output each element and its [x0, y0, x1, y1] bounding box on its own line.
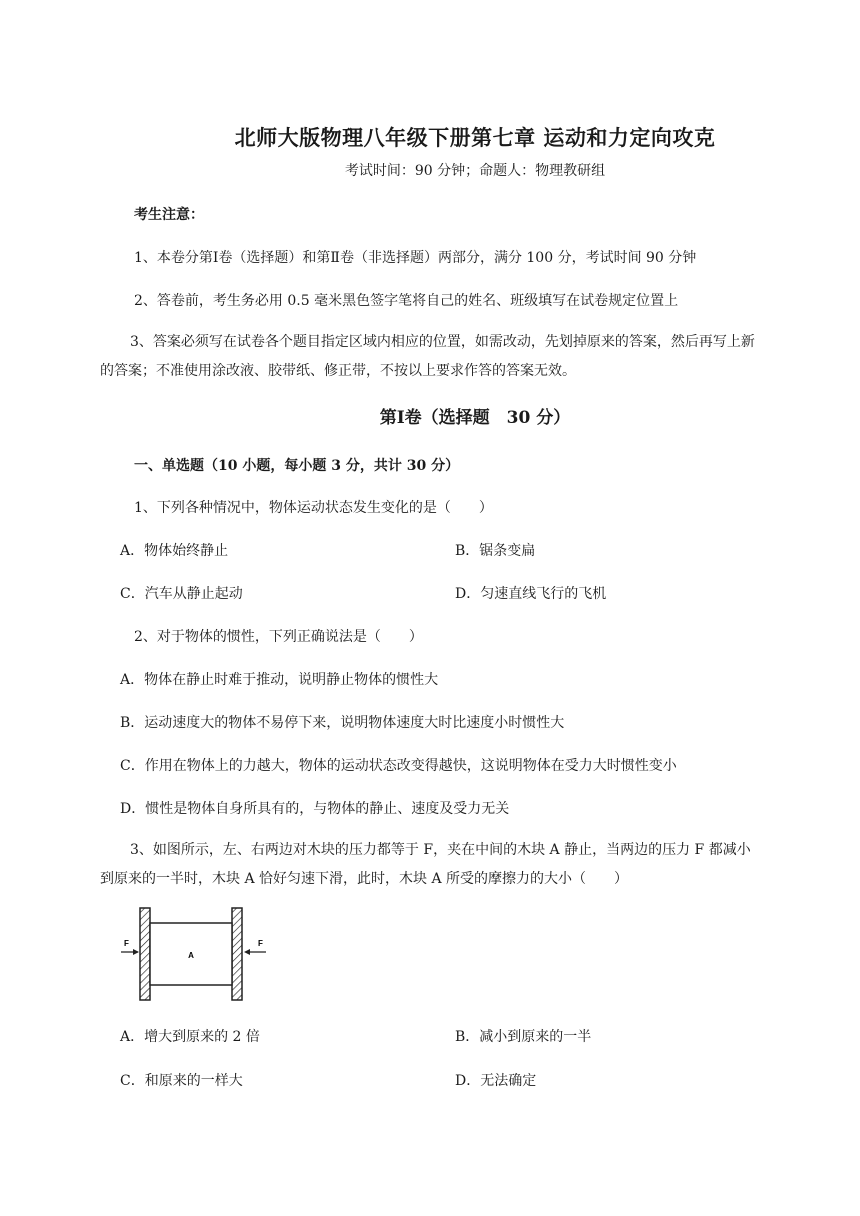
right-board: [232, 908, 242, 1000]
q1-option-a: A．物体始终静止: [120, 543, 229, 559]
q2-option-c: C．作用在物体上的力越大，物体的运动状态改变得越快，这说明物体在受力大时惯性变小: [120, 758, 677, 774]
left-force-arrowhead: [133, 949, 139, 955]
q2-option-b: B．运动速度大的物体不易停下来，说明物体速度大时比速度小时惯性大: [120, 715, 565, 731]
q3-option-c: C．和原来的一样大: [120, 1073, 243, 1089]
q3-option-d: D．无法确定: [455, 1073, 537, 1089]
q2-option-d: D．惯性是物体自身所具有的，与物体的静止、速度及受力无关: [120, 801, 510, 817]
q3-option-a: A．增大到原来的 2 倍: [120, 1029, 260, 1045]
section-title: 第Ⅰ卷（选择题 30 分）: [379, 408, 571, 428]
right-force-label: F: [258, 939, 263, 948]
block-clamp-diagram: [118, 906, 270, 1004]
q1-option-d: D．匀速直线飞行的飞机: [455, 586, 607, 602]
block-a-label: A: [188, 951, 194, 960]
notice-heading: 考生注意：: [134, 207, 204, 223]
q1-option-c: C．汽车从静止起动: [120, 586, 243, 602]
left-force-label: F: [124, 939, 129, 948]
notice-item-3: 3、答案必须写在试卷各个题目指定区域内相应的位置，如需改动，先划掉原来的答案，然后再写上新的答案；不准使用涂改液、胶带纸、修正带，不按以上要求作答的答案无效。: [100, 334, 755, 379]
q3-option-b: B．减小到原来的一半: [455, 1029, 592, 1045]
q1-option-b: B．锯条变扁: [455, 543, 536, 559]
notice-item-2: 2、答卷前，考生务必用 0.5 毫米黑色签字笔将自己的姓名、班级填写在试卷规定位置上: [134, 293, 679, 309]
question-3-stem: 3、如图所示，左、右两边对木块的压力都等于 F，夹在中间的木块 A 静止，当两边的压力 F 都减小到原来的一半时，木块 A 恰好匀速下滑，此时，木块 A 所受的摩擦力的大小（ ）: [100, 842, 751, 887]
exam-title: 北师大版物理八年级下册第七章 运动和力定向攻克: [234, 125, 716, 150]
notice-item-1: 1、本卷分第Ⅰ卷（选择题）和第Ⅱ卷（非选择题）两部分，满分 100 分，考试时间 90 分钟: [134, 250, 697, 266]
question-1-stem: 1、下列各种情况中，物体运动状态发生变化的是（ ）: [134, 500, 493, 516]
part-heading: 一、单选题（10 小题，每小题 3 分，共计 30 分）: [134, 458, 460, 474]
question-2-stem: 2、对于物体的惯性，下列正确说法是（ ）: [134, 629, 423, 645]
exam-subtitle: 考试时间：90 分钟；命题人：物理教研组: [344, 163, 606, 179]
q2-option-a: A．物体在静止时难于推动，说明静止物体的惯性大: [120, 672, 439, 688]
right-force-arrowhead: [244, 949, 250, 955]
left-board: [140, 908, 150, 1000]
